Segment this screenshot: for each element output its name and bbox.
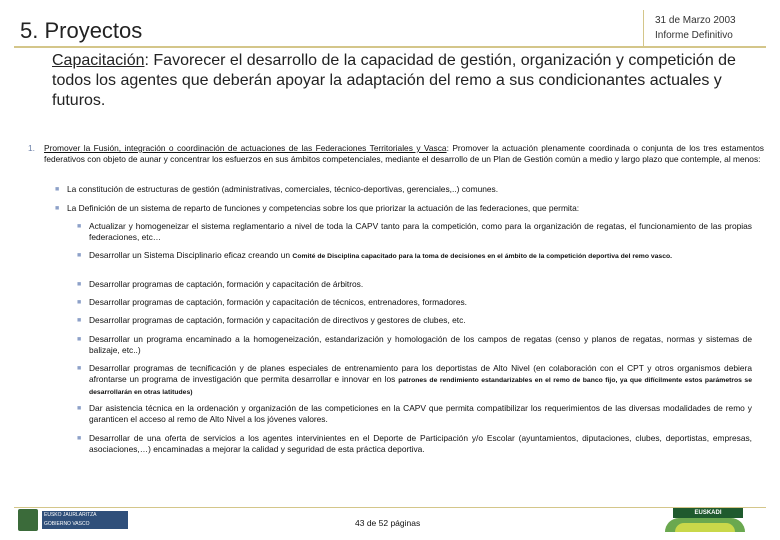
bullet-l2	[77, 363, 752, 398]
date-text: 31 de Marzo 2003	[655, 15, 736, 26]
bullet-text: Desarrollar de una oferta de servicios a los agentes intervinientes en el Deporte de Participación y/o Escolar (ayuntamientos, diputaciones, clubes, deportistas, empresas, asociaciones,…) encaminadas a mejorar la calidad y seguridad de esta práctica deportiva.	[89, 433, 752, 454]
bullet-text: Desarrollar programas de captación, formación y capacitación de técnicos, entrenadores, formadores.	[89, 297, 467, 307]
bullet-l2	[77, 403, 752, 426]
crest-icon	[18, 509, 38, 531]
intro-text: : Favorecer el desarrollo de la capacidad de gestión, organización y competición de todos los agentes que deberán apoyar la adaptación del remo a sus condicionantes actuales y futuros.	[52, 52, 736, 109]
logo-line-1: EUSKO JAURLARITZA	[44, 512, 97, 518]
numbered-item-1	[28, 143, 764, 165]
bullet-l2	[77, 279, 752, 291]
item-text: : Promover la actuación plenamente coordinada o conjunta de los tres estamentos federativos con objeto de aunar y concentrar los esfuerzos en sus ámbitos competenciales, mediante el desarrollo de un Plan de Gestión común a medio y largo plazo que contemple, al menos:	[44, 143, 764, 164]
bullet-l2	[77, 221, 752, 244]
bullet-icon: ■	[77, 336, 82, 343]
bullet-icon: ■	[55, 205, 60, 212]
page-title: 5. Proyectos	[20, 18, 143, 43]
page-number: 43 de 52 páginas	[355, 518, 421, 528]
swoosh-inner-icon	[675, 523, 735, 532]
bullet-icon: ■	[77, 435, 82, 442]
bullet-icon: ■	[77, 223, 82, 230]
bullet-icon: ■	[55, 186, 60, 193]
bullet-text: La Definición de un sistema de reparto de funciones y competencias sobre los que priorizar la actuación de las federaciones, que permita:	[67, 203, 580, 213]
intro-paragraph	[52, 51, 764, 111]
bullet-l2	[77, 250, 752, 262]
bullet-text: Desarrollar un programa encaminado a la homogeneización, estandarización y homologación de los campos de regatas (censo y planos de regatas, normas y sistemas de balizaje, etc..)	[89, 334, 752, 355]
header-rule	[14, 46, 766, 48]
doc-status: Informe Definitivo	[655, 30, 733, 41]
bullet-icon: ■	[77, 252, 82, 259]
item-title: Promover la Fusión, integración o coordinación de actuaciones de las Federaciones Territoriales y Vasca	[44, 143, 447, 153]
bullet-l2	[77, 334, 752, 357]
bullet-icon: ■	[77, 299, 82, 306]
bullet-icon: ■	[77, 281, 82, 288]
footer-rule	[14, 507, 766, 508]
header-divider	[643, 10, 644, 46]
bullet-text: Desarrollar programas de captación, formación y capacitación de directivos y gestores de clubes, etc.	[89, 315, 466, 325]
bullet-text: La constitución de estructuras de gestión (administrativas, comerciales, técnico-deportivas, gerenciales,..) comunes.	[67, 184, 499, 194]
bullet-text: Dar asistencia técnica en la ordenación y organización de las competiciones en la CAPV que permita compatibilizar los requerimientos de las diversas modalidades de remo y garanticen el acceso al remo de Alto Nivel a los jóvenes valores.	[89, 403, 752, 424]
bullet-text: Desarrollar programas de tecnificación y de planes especiales de entrenamiento para los deportistas de Alto Nivel (en colaboración con el CPT y otros organismos debiera afrontarse un programa de investigación que permita desarrollar e innovar en los	[89, 363, 752, 384]
bullet-l2	[77, 315, 752, 327]
bullet-l2	[77, 297, 752, 309]
header-meta	[655, 13, 736, 43]
bullet-small-text: Comité de Disciplina capacitado para la toma de decisiones en el ámbito de la competición deportiva del remo vasco.	[292, 253, 673, 260]
bullet-l2	[77, 433, 752, 456]
item-number: 1.	[28, 143, 35, 153]
bullet-l1	[55, 184, 755, 195]
logo-text	[42, 511, 128, 529]
bullet-small-text: patrones de rendimiento estandarizables en el remo de banco fijo, ya que difícilmente estos parámetros se desarrollarán en otras latitudes)	[89, 377, 752, 396]
gobierno-vasco-logo	[18, 509, 108, 531]
bullet-l1	[55, 203, 755, 214]
bullet-text: Desarrollar un Sistema Disciplinario eficaz creando un	[89, 250, 293, 260]
bullet-text: Desarrollar programas de captación, formación y capacitación de árbitros.	[89, 279, 364, 289]
euskadi-logo	[665, 508, 747, 534]
bullet-icon: ■	[77, 317, 82, 324]
intro-keyword: Capacitación	[52, 52, 145, 69]
bullet-icon: ■	[77, 405, 82, 412]
bullet-icon: ■	[77, 365, 82, 372]
bullet-text: Actualizar y homogeneizar el sistema reglamentario a nivel de toda la CAPV tanto para la competición, como para la organización de regatas, el funcionamiento de las propias federaciones, etc…	[89, 221, 752, 242]
logo-line-2: GOBIERNO VASCO	[44, 521, 90, 527]
euskadi-logo-text: EUSKADI	[673, 508, 743, 518]
